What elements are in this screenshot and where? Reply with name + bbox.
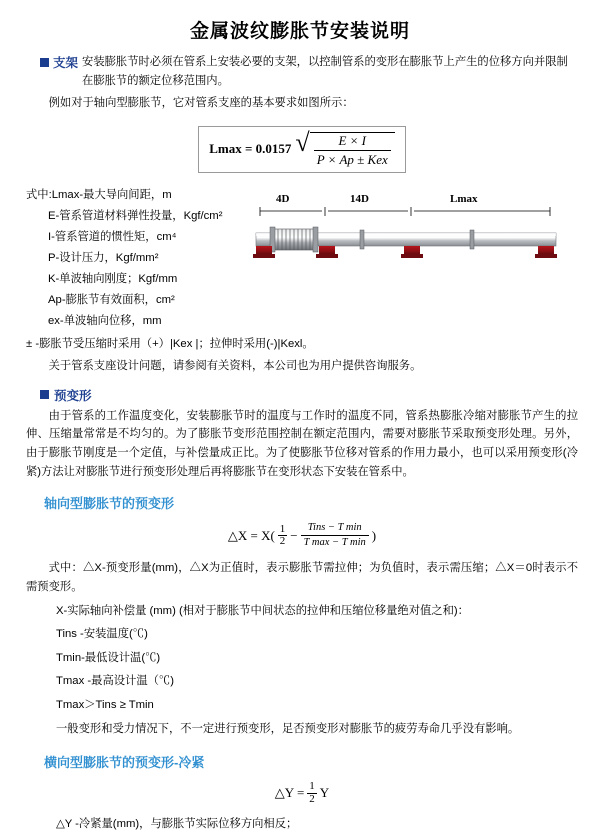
lmax-formula-box [198, 126, 405, 173]
bracket-closing-para: 关于管系支座设计问题，请参阅有关资料，本公司也为用户提供咨询服务。 [48, 360, 422, 373]
axial-note: X-实际轴向补偿量 (mm) (相对于膨胀节中间状态的拉伸和压缩位移量绝对值之和)： [56, 604, 469, 617]
figure-label-lmax: Lmax [450, 192, 478, 205]
axial-note: Tins -安装温度(℃) [56, 628, 148, 641]
axial-eq-minus: − [290, 527, 298, 543]
axial-equation [26, 522, 578, 549]
lmax-fraction [310, 132, 395, 168]
document-body [0, 53, 600, 834]
axial-note: 式中：△X-预变形量(mm)，△X为正值时，表示膨胀节需拉伸；为负值时，表示需压缩；△X＝0时表示不需预变形。 [26, 562, 578, 593]
lmax-numerator: E × I [314, 133, 391, 151]
blue-square-bullet-icon [40, 390, 49, 399]
definition-item: I-管系管道的惯性矩，cm⁴ [48, 230, 177, 243]
axial-notes [26, 559, 578, 738]
definition-item: K-单波轴向刚度；Kgf/mm [48, 272, 178, 285]
document-page [0, 16, 600, 831]
predeform-para-1: 由于管系的工作温度变化，安装膨胀节时的温度与工作时的温度不同，管系热膨胀冷缩对膨胀节产生的拉伸、压缩量常常是不均匀的。为了膨胀节变形范围控制在额定范围内，需要对膨胀节采取预变形处理。另外，由于膨胀节刚度是一个定值，与补偿量成正比。为了使膨胀节位移对管系的作用力最小，也可以采用预变形(冷紧)方法让对膨胀节进行预变形处理后再将膨胀节在变形状态下安装在管系中。 [26, 409, 578, 478]
definition-item: E-管系管道材料弹性投量，Kgf/cm² [48, 209, 223, 222]
lateral-eq-rhs: Y [319, 785, 330, 801]
definition-item: P-设计压力，Kgf/mm² [48, 251, 159, 264]
bracket-para-2: 例如对于轴向型膨胀节，它对管系支座的基本要求如图所示： [48, 97, 354, 110]
axial-note: Tmin-最低设计温(℃) [56, 651, 161, 664]
axial-eq-half: 1 2 [279, 522, 286, 548]
figure-label-4d: 4D [276, 192, 290, 205]
lmax-formula-lhs: Lmax = 0.0157 [209, 141, 292, 157]
figure-label-14d: 14D [350, 192, 369, 205]
figure-labels [250, 189, 578, 205]
page-title: 金属波纹膨胀节安装说明 [189, 21, 410, 42]
predeform-section-heading: 预变形 [40, 386, 578, 404]
definitions-and-figure [26, 181, 578, 334]
sqrt-icon: √ $\frac{E \times I}{\text{P × Ap ± Kex}}$ [295, 131, 394, 168]
axial-eq-rhs: ) [371, 527, 377, 543]
axial-note: 一般变形和受力情况下，不一定进行预变形，足否预变形对膨胀节的疲劳寿命几乎没有影响。 [56, 722, 520, 735]
lateral-equation [26, 781, 578, 805]
definition-item: ex-单波轴向位移，mm [48, 314, 162, 327]
bracket-section-heading: 支架 [53, 56, 79, 70]
lateral-note: △Y -冷紧量(mm)，与膨胀节实际位移方向相反； [56, 818, 298, 831]
lmax-formula-wrap [26, 116, 578, 181]
lateral-eq-lhs: △Y = [274, 785, 305, 801]
expansion-joint-diagram [250, 207, 570, 287]
axial-eq-temp-fraction: Tins − T min T max − T min [301, 522, 369, 549]
lateral-eq-half: $\frac{1}{2}$ [309, 780, 315, 805]
definitions-list [26, 187, 244, 334]
blue-square-bullet-icon [40, 58, 49, 67]
definition-item-pm: ± -膨胀节受压缩时采用（+）|Kex |；拉伸时采用(-)|Kexl。 [26, 338, 314, 351]
axial-predeform-heading: 轴向型膨胀节的预变形 [44, 496, 175, 512]
bracket-section-head-row [26, 53, 578, 90]
lmax-formula [209, 127, 394, 168]
axial-note: Tmax -最高设计温（℃) [56, 675, 174, 688]
axial-note: Tmax＞Tins ≥ Tmin [56, 699, 154, 712]
lmax-denominator: P × Ap ± Kex [316, 151, 388, 167]
bracket-para-1: 安装膨胀节时必须在管系上安装必要的支架，以控制管系的变形在膨胀节上产生的位移方向并限制在膨胀节的额定位移范围内。 [82, 56, 568, 87]
axial-eq-lhs: △X = X( [227, 527, 275, 543]
definition-item: 式中:Lmax-最大导向间距，m [26, 188, 172, 201]
pipe-support-figure [250, 181, 578, 287]
definition-item: Ap-膨胀节有效面积，cm² [48, 293, 175, 306]
lateral-predeform-heading: 横向型膨胀节的预变形-冷紧 [44, 755, 205, 771]
